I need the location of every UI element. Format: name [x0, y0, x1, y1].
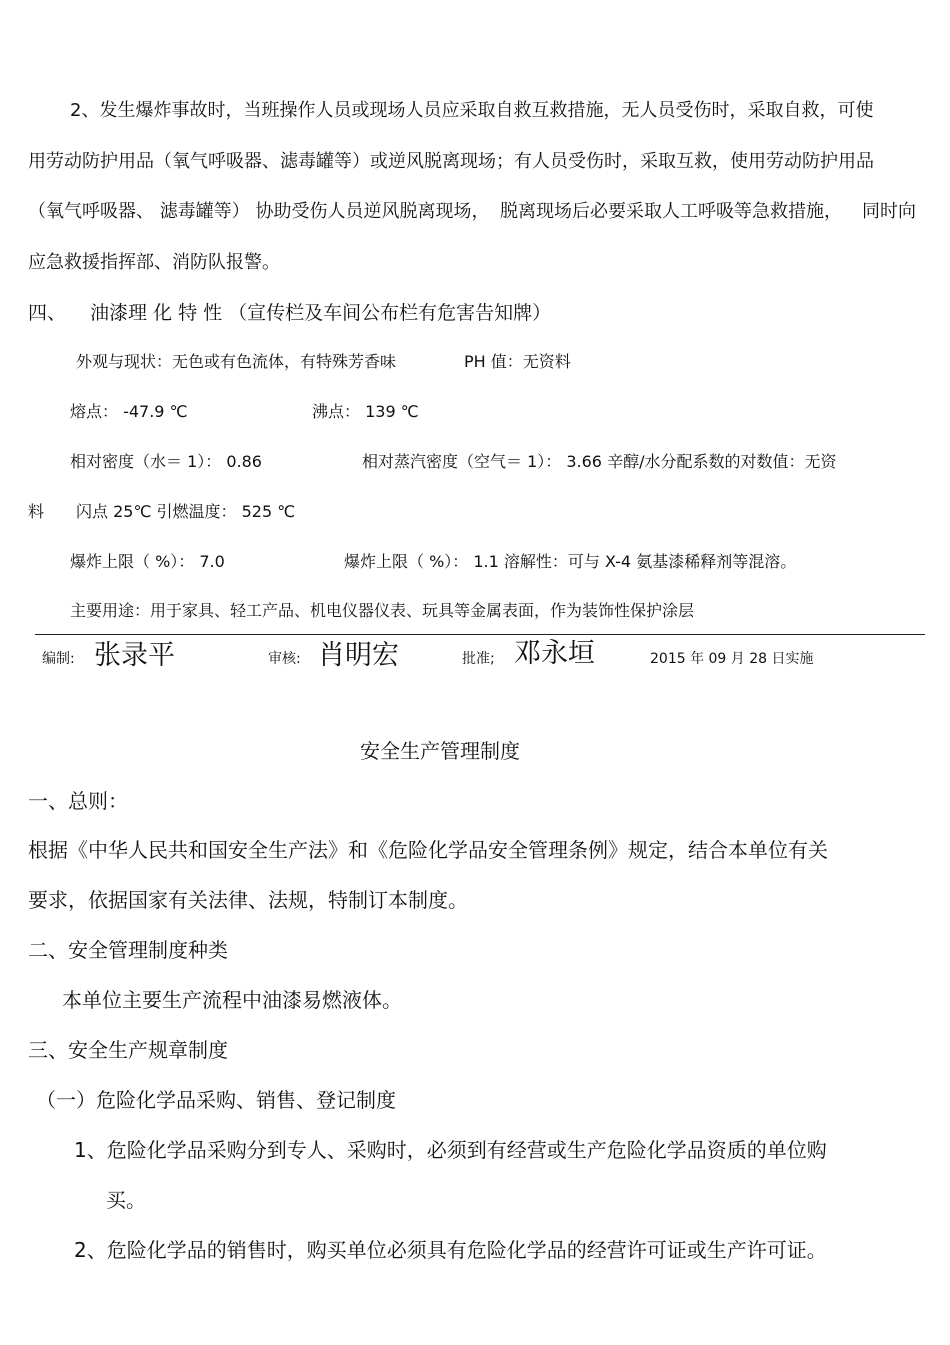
paragraph-line: （氧气呼吸器、 滤毒罐等） 协助受伤人员逆风脱离现场，	[28, 201, 490, 222]
subheading-procurement: （一）危险化学品采购、销售、登记制度	[36, 1088, 396, 1112]
heading-general: 一、总则：	[28, 789, 128, 813]
section-number: 四、	[28, 302, 67, 324]
paragraph-line: 2、发生爆炸事故时，当班操作人员或现场人员应采取自救互救措施，无人员受伤时，采取自救，可使	[70, 100, 874, 121]
list-item-continued: 买。	[106, 1188, 146, 1212]
document-title: 安全生产管理制度	[360, 739, 520, 763]
paragraph-line: 要求，依据国家有关法律、法规，特制订本制度。	[28, 888, 468, 912]
property-lower-limit: 爆炸上限（ %）： 1.1 溶解性：可与 X-4 氨基漆稀释剂等混溶。	[344, 552, 797, 571]
paragraph-line: 应急救援指挥部、消防队报警。	[28, 252, 280, 273]
property-usage: 主要用途：用于家具、轻工产品、机电仪器仪表、玩具等金属表面，作为装饰性保护涂层	[70, 601, 695, 620]
property-melting-point: 熔点： -47.9 ℃	[70, 402, 188, 421]
reviewer-label: 审核:	[268, 651, 301, 667]
paragraph-line: 同时向	[862, 201, 916, 222]
approver-signature: 邓永垣	[514, 638, 595, 669]
property-density: 相对密度（水＝ 1）： 0.86	[70, 452, 262, 471]
list-item: 2、危险化学品的销售时，购买单位必须具有危险化学品的经营许可证或生产许可证。	[74, 1238, 827, 1262]
property-upper-limit: 爆炸上限（ %）： 7.0	[70, 552, 225, 571]
section-heading: 油漆理 化 特 性 （宣传栏及车间公布栏有危害告知牌）	[90, 302, 552, 324]
property-vapor-density: 相对蒸汽密度（空气＝ 1）： 3.66 辛醇/水分配系数的对数值：无资	[362, 452, 837, 471]
paragraph-line: 脱离现场后必要采取人工呼吸等急救措施，	[500, 201, 842, 222]
reviewer-signature: 肖明宏	[318, 640, 399, 671]
effective-date: 2015 年 09 月 28 日实施	[650, 651, 814, 667]
heading-rules: 三、安全生产规章制度	[28, 1038, 228, 1062]
editor-signature: 张录平	[94, 640, 175, 671]
property-ph: PH 值：无资料	[464, 352, 571, 371]
editor-label: 编制:	[42, 651, 75, 667]
property-flash-point: 闪点 25℃ 引燃温度： 525 ℃	[76, 502, 296, 521]
list-item: 1、危险化学品采购分到专人、采购时，必须到有经营或生产危险化学品资质的单位购	[74, 1138, 827, 1162]
approver-label: 批准;	[462, 651, 495, 667]
property-appearance: 外观与现状：无色或有色流体，有特殊芳香味	[76, 352, 397, 371]
paragraph-line: 用劳动防护用品（氧气呼吸器、滤毒罐等）或逆风脱离现场；有人员受伤时，采取互救，使用劳动防护用品	[28, 151, 874, 172]
property-vapor-continued: 料	[28, 502, 45, 521]
heading-types: 二、安全管理制度种类	[28, 938, 228, 962]
paragraph-line: 根据《中华人民共和国安全生产法》和《危险化学品安全管理条例》规定，结合本单位有关	[28, 838, 828, 862]
divider-line	[35, 634, 925, 635]
paragraph-line: 本单位主要生产流程中油漆易燃液体。	[62, 988, 402, 1012]
property-boiling-point: 沸点： 139 ℃	[312, 402, 419, 421]
